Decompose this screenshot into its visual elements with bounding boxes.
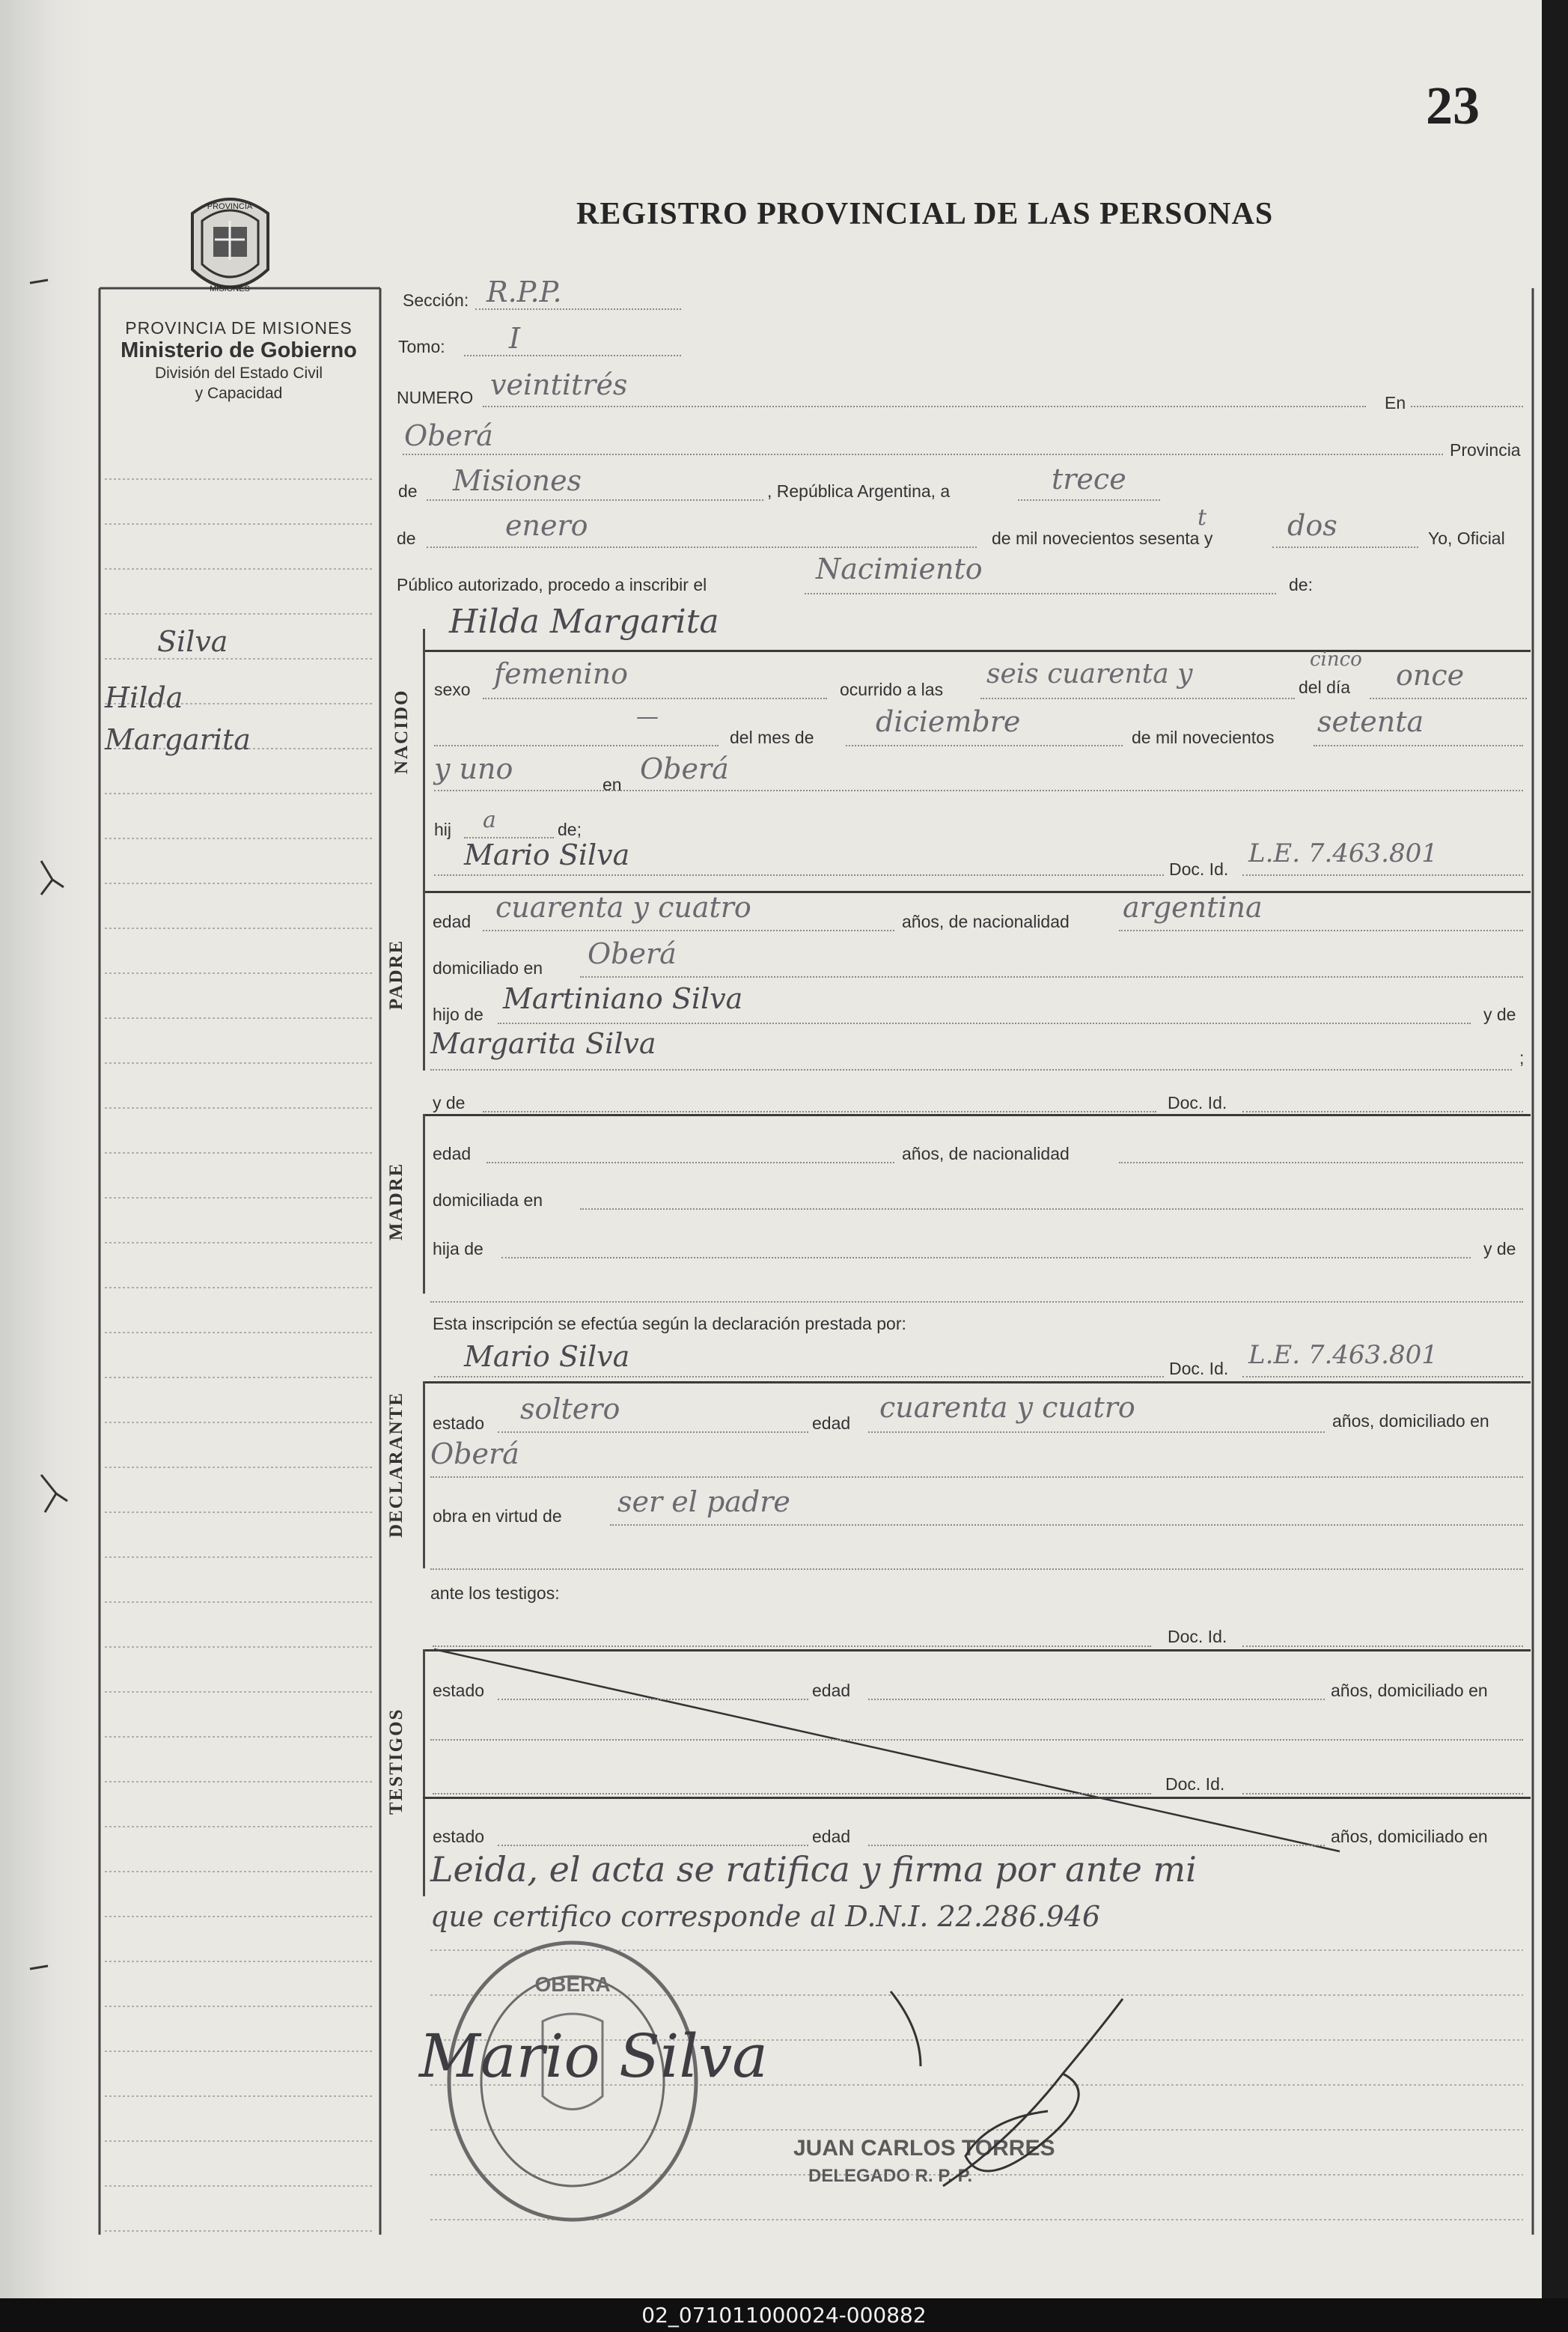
month-value: enero xyxy=(505,509,588,542)
padre-name-line xyxy=(434,874,1164,876)
declarante-virtud-value: ser el padre xyxy=(617,1485,790,1518)
declarante-extra-line xyxy=(430,1568,1523,1570)
anio-value: setenta xyxy=(1317,705,1424,738)
madre-edad-line xyxy=(486,1162,894,1163)
declarante-domicilio-label: años, domiciliado en xyxy=(1332,1411,1489,1431)
padre-edad-value: cuarenta y cuatro xyxy=(495,891,751,924)
en-label: En xyxy=(1385,393,1406,412)
testigo-2-domicilio-label: años, domiciliado en xyxy=(1331,1827,1488,1846)
numero-value: veintitrés xyxy=(490,368,628,401)
testigos-intro: ante los testigos: xyxy=(430,1583,560,1603)
oficial-label: Yo, Oficial xyxy=(1428,529,1505,548)
mes-line xyxy=(846,745,1123,746)
anio-line xyxy=(1314,745,1523,746)
mes-value: diciembre xyxy=(876,705,1021,738)
provincia-label: Provincia xyxy=(1450,440,1521,460)
nacido-name-value: Hilda Margarita xyxy=(449,603,719,641)
madre-y-de-label-2: y de xyxy=(1483,1239,1516,1258)
margin-name-1: Hilda xyxy=(105,681,183,714)
madre-extra-line xyxy=(430,1301,1523,1303)
declarante-left-rule xyxy=(423,1381,425,1568)
padre-edad-label: edad xyxy=(433,912,472,931)
testigo-1-domicilio-label: años, domiciliado en xyxy=(1331,1681,1488,1700)
day-line xyxy=(1018,499,1160,501)
closing-line-1: Leida, el acta se ratifica y firma por ante mi xyxy=(430,1849,1197,1890)
official-title: DELEGADO R. P. P. xyxy=(808,2166,973,2186)
division-line-1: División del Estado Civil xyxy=(154,365,323,382)
official-signature xyxy=(876,1969,1175,2223)
padre-doc-line xyxy=(1242,874,1523,876)
year-value: dos xyxy=(1287,509,1337,542)
declarante-estado-label: estado xyxy=(433,1413,485,1433)
padre-madre-line xyxy=(430,1069,1512,1071)
madre-domicilio-line xyxy=(580,1208,1523,1210)
testigo-1-doc-label: Doc. Id. xyxy=(1168,1627,1227,1646)
declarante-name-value: Mario Silva xyxy=(464,1340,630,1373)
testigo-2-edad-line xyxy=(868,1845,1325,1846)
padre-semicolon: ; xyxy=(1519,1048,1525,1068)
declarante-doc-label: Doc. Id. xyxy=(1169,1359,1229,1378)
testigo-1-doc-line xyxy=(1242,1646,1523,1647)
svg-text:OBERA: OBERA xyxy=(534,1973,611,1996)
sexo-line xyxy=(483,698,827,699)
tomo-label: Tomo: xyxy=(398,337,445,356)
testigo-2-doc-label: Doc. Id. xyxy=(1165,1774,1225,1794)
ministry-block xyxy=(100,318,377,404)
nacido-section-label: NACIDO xyxy=(391,689,412,774)
page-number: 23 xyxy=(1426,76,1480,136)
novecientos-label: de mil novecientos xyxy=(1132,728,1275,747)
dia-line xyxy=(1370,698,1527,699)
publico-label: Público autorizado, procedo a inscribir el xyxy=(397,575,707,594)
madre-domicilio-label: domiciliada en xyxy=(433,1190,543,1210)
official-name: JUAN CARLOS TORRES xyxy=(793,2136,1055,2161)
tomo-line xyxy=(464,355,681,356)
year-line xyxy=(1272,547,1418,548)
de-colon-label: de: xyxy=(1289,575,1313,594)
seccion-value: R.P.P. xyxy=(486,275,562,308)
madre-left-rule xyxy=(423,1114,425,1294)
madre-nacionalidad-label: años, de nacionalidad xyxy=(902,1144,1070,1163)
acto-line xyxy=(805,593,1276,594)
padre-hijo-label: hijo de xyxy=(433,1005,483,1024)
hora-line xyxy=(980,698,1295,699)
declarante-domicilio-value: Oberá xyxy=(430,1437,519,1470)
testigo-1-estado-line xyxy=(498,1699,808,1700)
declarante-top-rule xyxy=(423,1381,1531,1383)
lugar-line xyxy=(434,790,1523,791)
en-line xyxy=(1411,406,1523,407)
seccion-label: Sección: xyxy=(403,290,469,310)
hij-label: hij xyxy=(434,820,452,839)
seccion-line xyxy=(475,308,681,310)
city-line xyxy=(403,454,1443,455)
month-line xyxy=(427,547,977,548)
declarante-estado-value: soltero xyxy=(520,1392,620,1425)
declarante-virtud-label: obra en virtud de xyxy=(433,1506,562,1526)
padre-madre-de-value: Margarita Silva xyxy=(430,1027,656,1060)
padre-domicilio-label: domiciliado en xyxy=(433,958,543,978)
testigos-mid-rule xyxy=(423,1797,1531,1799)
tomo-value: I xyxy=(509,322,521,355)
dia-value: once xyxy=(1396,659,1465,692)
nacido-top-rule xyxy=(423,650,1531,652)
padre-hijo-de-value: Martiniano Silva xyxy=(503,982,743,1015)
madre-y-de-label: y de xyxy=(433,1093,466,1112)
padre-domicilio-line xyxy=(580,976,1523,978)
numero-label: NUMERO xyxy=(397,388,474,407)
republica-label: , República Argentina, a xyxy=(767,481,951,501)
dash-value: — xyxy=(636,704,659,730)
declarante-edad-label: edad xyxy=(812,1413,851,1433)
padre-y-de-label: y de xyxy=(1483,1005,1516,1024)
de-semicolon-label: de; xyxy=(558,820,582,839)
madre-hija-line xyxy=(501,1257,1471,1258)
hora-extra-value: cinco xyxy=(1310,648,1362,671)
testigo-1-edad-line xyxy=(868,1699,1325,1700)
padre-hijo-line xyxy=(498,1023,1471,1024)
mil-label: de mil novecientos sesenta y xyxy=(992,529,1213,548)
declarante-intro: Esta inscripción se efectúa según la declaración prestada por: xyxy=(433,1314,906,1333)
en-lugar-label: en xyxy=(603,775,622,794)
testigo-2-estado-line xyxy=(498,1845,808,1846)
margin-name-2: Margarita xyxy=(105,723,251,756)
testigo-1-estado-label: estado xyxy=(433,1681,485,1700)
svg-text:PROVINCIA: PROVINCIA xyxy=(207,202,253,211)
signature: Mario Silva xyxy=(419,2021,768,2091)
testigos-top-rule xyxy=(423,1649,1531,1651)
mes-pre-line xyxy=(434,745,719,746)
testigo-2-edad-label: edad xyxy=(812,1827,851,1846)
madre-doc-label: Doc. Id. xyxy=(1168,1093,1227,1112)
sexo-label: sexo xyxy=(434,680,471,699)
padre-nacionalidad-line xyxy=(1119,930,1523,931)
province-seal-icon xyxy=(183,191,277,303)
province-line xyxy=(427,499,763,501)
ministry-name: Ministerio de Gobierno xyxy=(121,338,357,362)
anio-value-2: y uno xyxy=(434,752,513,785)
madre-top-rule xyxy=(423,1114,1531,1116)
year-digit-overwrite: t xyxy=(1198,505,1207,531)
sexo-value: femenino xyxy=(494,657,629,690)
footer-caption: 02_071011000024-000882 xyxy=(641,2303,927,2328)
madre-name-line xyxy=(483,1111,1156,1112)
de-label-2: de xyxy=(397,529,416,548)
testigo-1-name-line xyxy=(433,1646,1151,1647)
day-value: trece xyxy=(1052,463,1126,496)
numero-line xyxy=(483,406,1366,407)
declarante-edad-line xyxy=(868,1431,1325,1433)
madre-doc-line xyxy=(1242,1111,1523,1112)
padre-edad-line xyxy=(483,930,894,931)
madre-edad-label: edad xyxy=(433,1144,472,1163)
madre-hija-label: hija de xyxy=(433,1239,483,1258)
mes-label: del mes de xyxy=(730,728,814,747)
testigo-2-estado-label: estado xyxy=(433,1827,485,1846)
testigo-1-edad-label: edad xyxy=(812,1681,851,1700)
testigos-section-label: TESTIGOS xyxy=(386,1708,406,1815)
del-dia-label: del día xyxy=(1299,678,1351,697)
padre-doc-label: Doc. Id. xyxy=(1169,859,1229,879)
testigo-2-doc-line xyxy=(1242,1793,1523,1794)
declarante-doc-value: L.E. 7.463.801 xyxy=(1248,1340,1438,1370)
city-value: Oberá xyxy=(404,419,493,452)
declarante-virtud-line xyxy=(610,1524,1523,1526)
declarante-estado-line xyxy=(498,1431,808,1433)
hij-value: a xyxy=(483,807,496,833)
nacido-left-rule xyxy=(423,629,425,891)
province-name: PROVINCIA DE MISIONES xyxy=(125,318,353,338)
declarante-doc-line xyxy=(1242,1376,1523,1377)
page-title: REGISTRO PROVINCIAL DE LAS PERSONAS xyxy=(576,197,1274,231)
madre-section-label: MADRE xyxy=(386,1162,406,1240)
padre-domicilio-value: Oberá xyxy=(588,937,677,970)
declarante-name-line xyxy=(434,1376,1164,1377)
padre-doc-value: L.E. 7.463.801 xyxy=(1248,838,1438,868)
svg-text:MISIONES: MISIONES xyxy=(210,284,250,293)
padre-nacionalidad-label: años, de nacionalidad xyxy=(902,912,1070,931)
declarante-section-label: DECLARANTE xyxy=(386,1391,406,1538)
de-label: de xyxy=(398,481,418,501)
padre-nacionalidad-value: argentina xyxy=(1123,891,1263,924)
hora-value: seis cuarenta y xyxy=(986,659,1193,689)
division-line-2: y Capacidad xyxy=(195,385,283,402)
padre-section-label: PADRE xyxy=(386,939,406,1010)
closing-line-2: que certifico corresponde al D.N.I. 22.286.946 xyxy=(430,1900,1101,1933)
padre-name-value: Mario Silva xyxy=(464,838,630,871)
declarante-edad-value: cuarenta y cuatro xyxy=(879,1391,1135,1424)
testigo-1-domicilio-line xyxy=(430,1739,1523,1741)
lugar-value: Oberá xyxy=(640,752,729,785)
testigo-2-name-line xyxy=(433,1793,1151,1794)
ocurrido-label: ocurrido a las xyxy=(840,680,944,699)
margin-surname: Silva xyxy=(157,625,228,658)
acto-value: Nacimiento xyxy=(816,552,983,585)
testigos-left-rule xyxy=(423,1649,425,1896)
padre-left-rule xyxy=(423,891,425,1071)
declarante-domicilio-line xyxy=(430,1476,1523,1478)
province-value: Misiones xyxy=(453,464,582,497)
madre-nacionalidad-line xyxy=(1119,1162,1523,1163)
